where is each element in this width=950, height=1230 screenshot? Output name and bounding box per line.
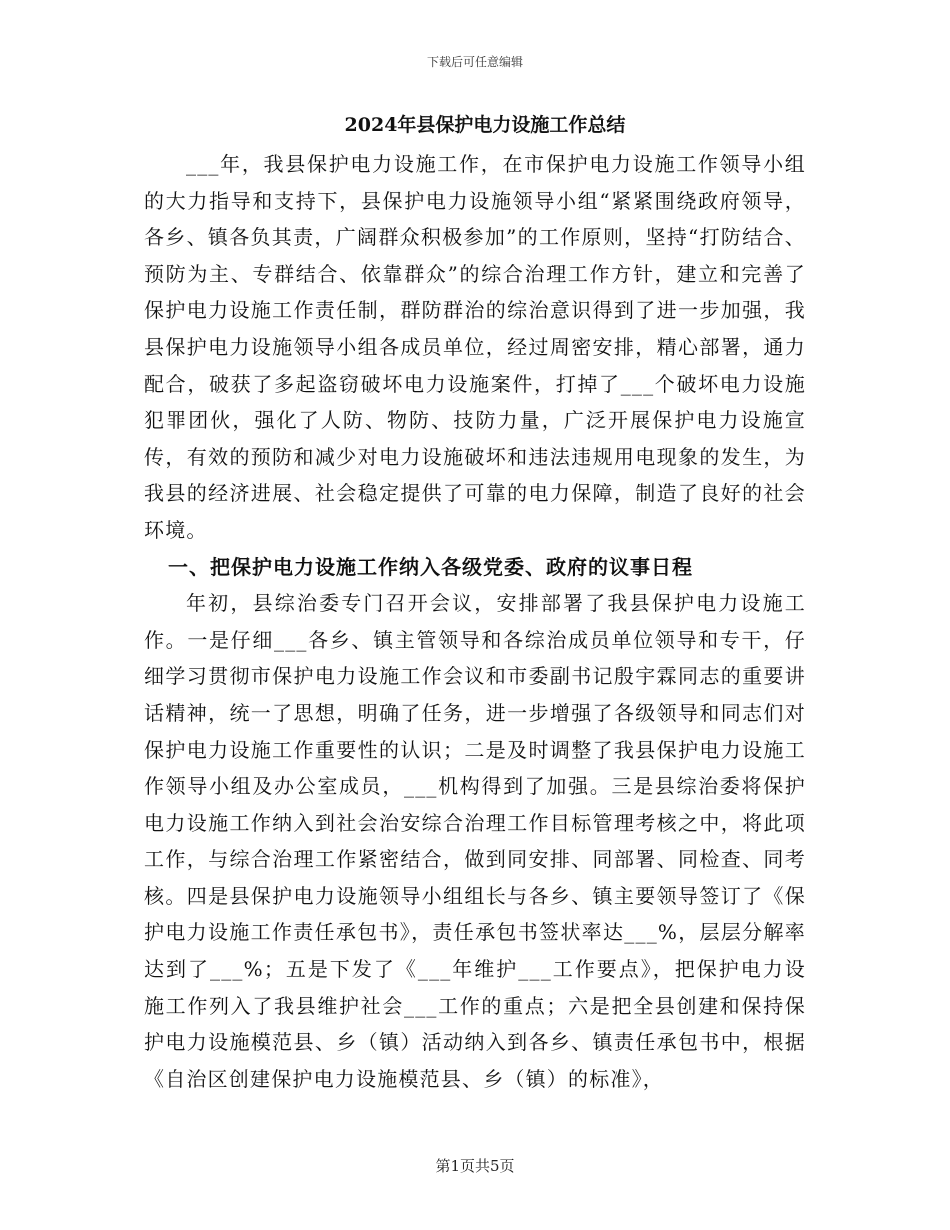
section-1-paragraph: 年初，县综治委专门召开会议，安排部署了我县保护电力设施工作。一是仔细___各乡、镇主管领导和各综治成员单位领导和专干，仔细学习贯彻市保护电力设施工作会议和市委副书记殷宇霖同志的重要讲话精神，统一了思想，明确了任务，进一步增强了各级领导和同志们对保护电力设施工作重要性的认识；二是及时调整了我县保护电力设施工作领导小组及办公室成员，___机构得到了加强。三是县综治委将保护电力设施工作纳入到社会治安综合治理工作目标管理考核之中，将此项工作，与综合治理工作紧密结合，做到同安排、同部署、同检查、同考核。四是县保护电力设施领导小组组长与各乡、镇主要领导签订了《保护电力设施工作责任承包书》，责任承包书签状率达___%，层层分解率达到了___%；五是下发了《___年维护___工作要点》，把保护电力设施工作列入了我县维护社会___工作的重点；六是把全县创建和保持保护电力设施模范县、乡（镇）活动纳入到各乡、镇责任承包书中，根据《自治区创建保护电力设施模范县、乡（镇）的标准》， — [144, 591, 806, 1091]
page-footer-number: 第1页共5页 — [435, 1157, 515, 1175]
intro-paragraph: ___年，我县保护电力设施工作，在市保护电力设施工作领导小组的大力指导和支持下，县保护电力设施领导小组“紧紧围绕政府领导，各乡、镇各负其责，广阔群众积极参加”的工作原则，坚持“打防结合、预防为主、专群结合、依靠群众”的综合治理工作方针，建立和完善了保护电力设施工作责任制，群防群治的综治意识得到了进一步加强，我县保护电力设施领导小组各成员单位，经过周密安排，精心部署，通力配合，破获了多起盗窃破坏电力设施案件，打掉了___个破坏电力设施犯罪团伙，强化了人防、物防、技防力量，广泛开展保护电力设施宣传，有效的预防和减少对电力设施破坏和违法违规用电现象的发生，为我县的经济进展、社会稳定提供了可靠的电力保障，制造了良好的社会环境。 — [144, 152, 806, 542]
document-title: 2024年县保护电力设施工作总结 — [344, 114, 626, 136]
section-1-heading: 一、把保护电力设施工作纳入各级党委、政府的议事日程 — [168, 554, 693, 579]
page-header-note: 下载后可任意编辑 — [426, 55, 523, 69]
document-content — [144, 112, 806, 1097]
